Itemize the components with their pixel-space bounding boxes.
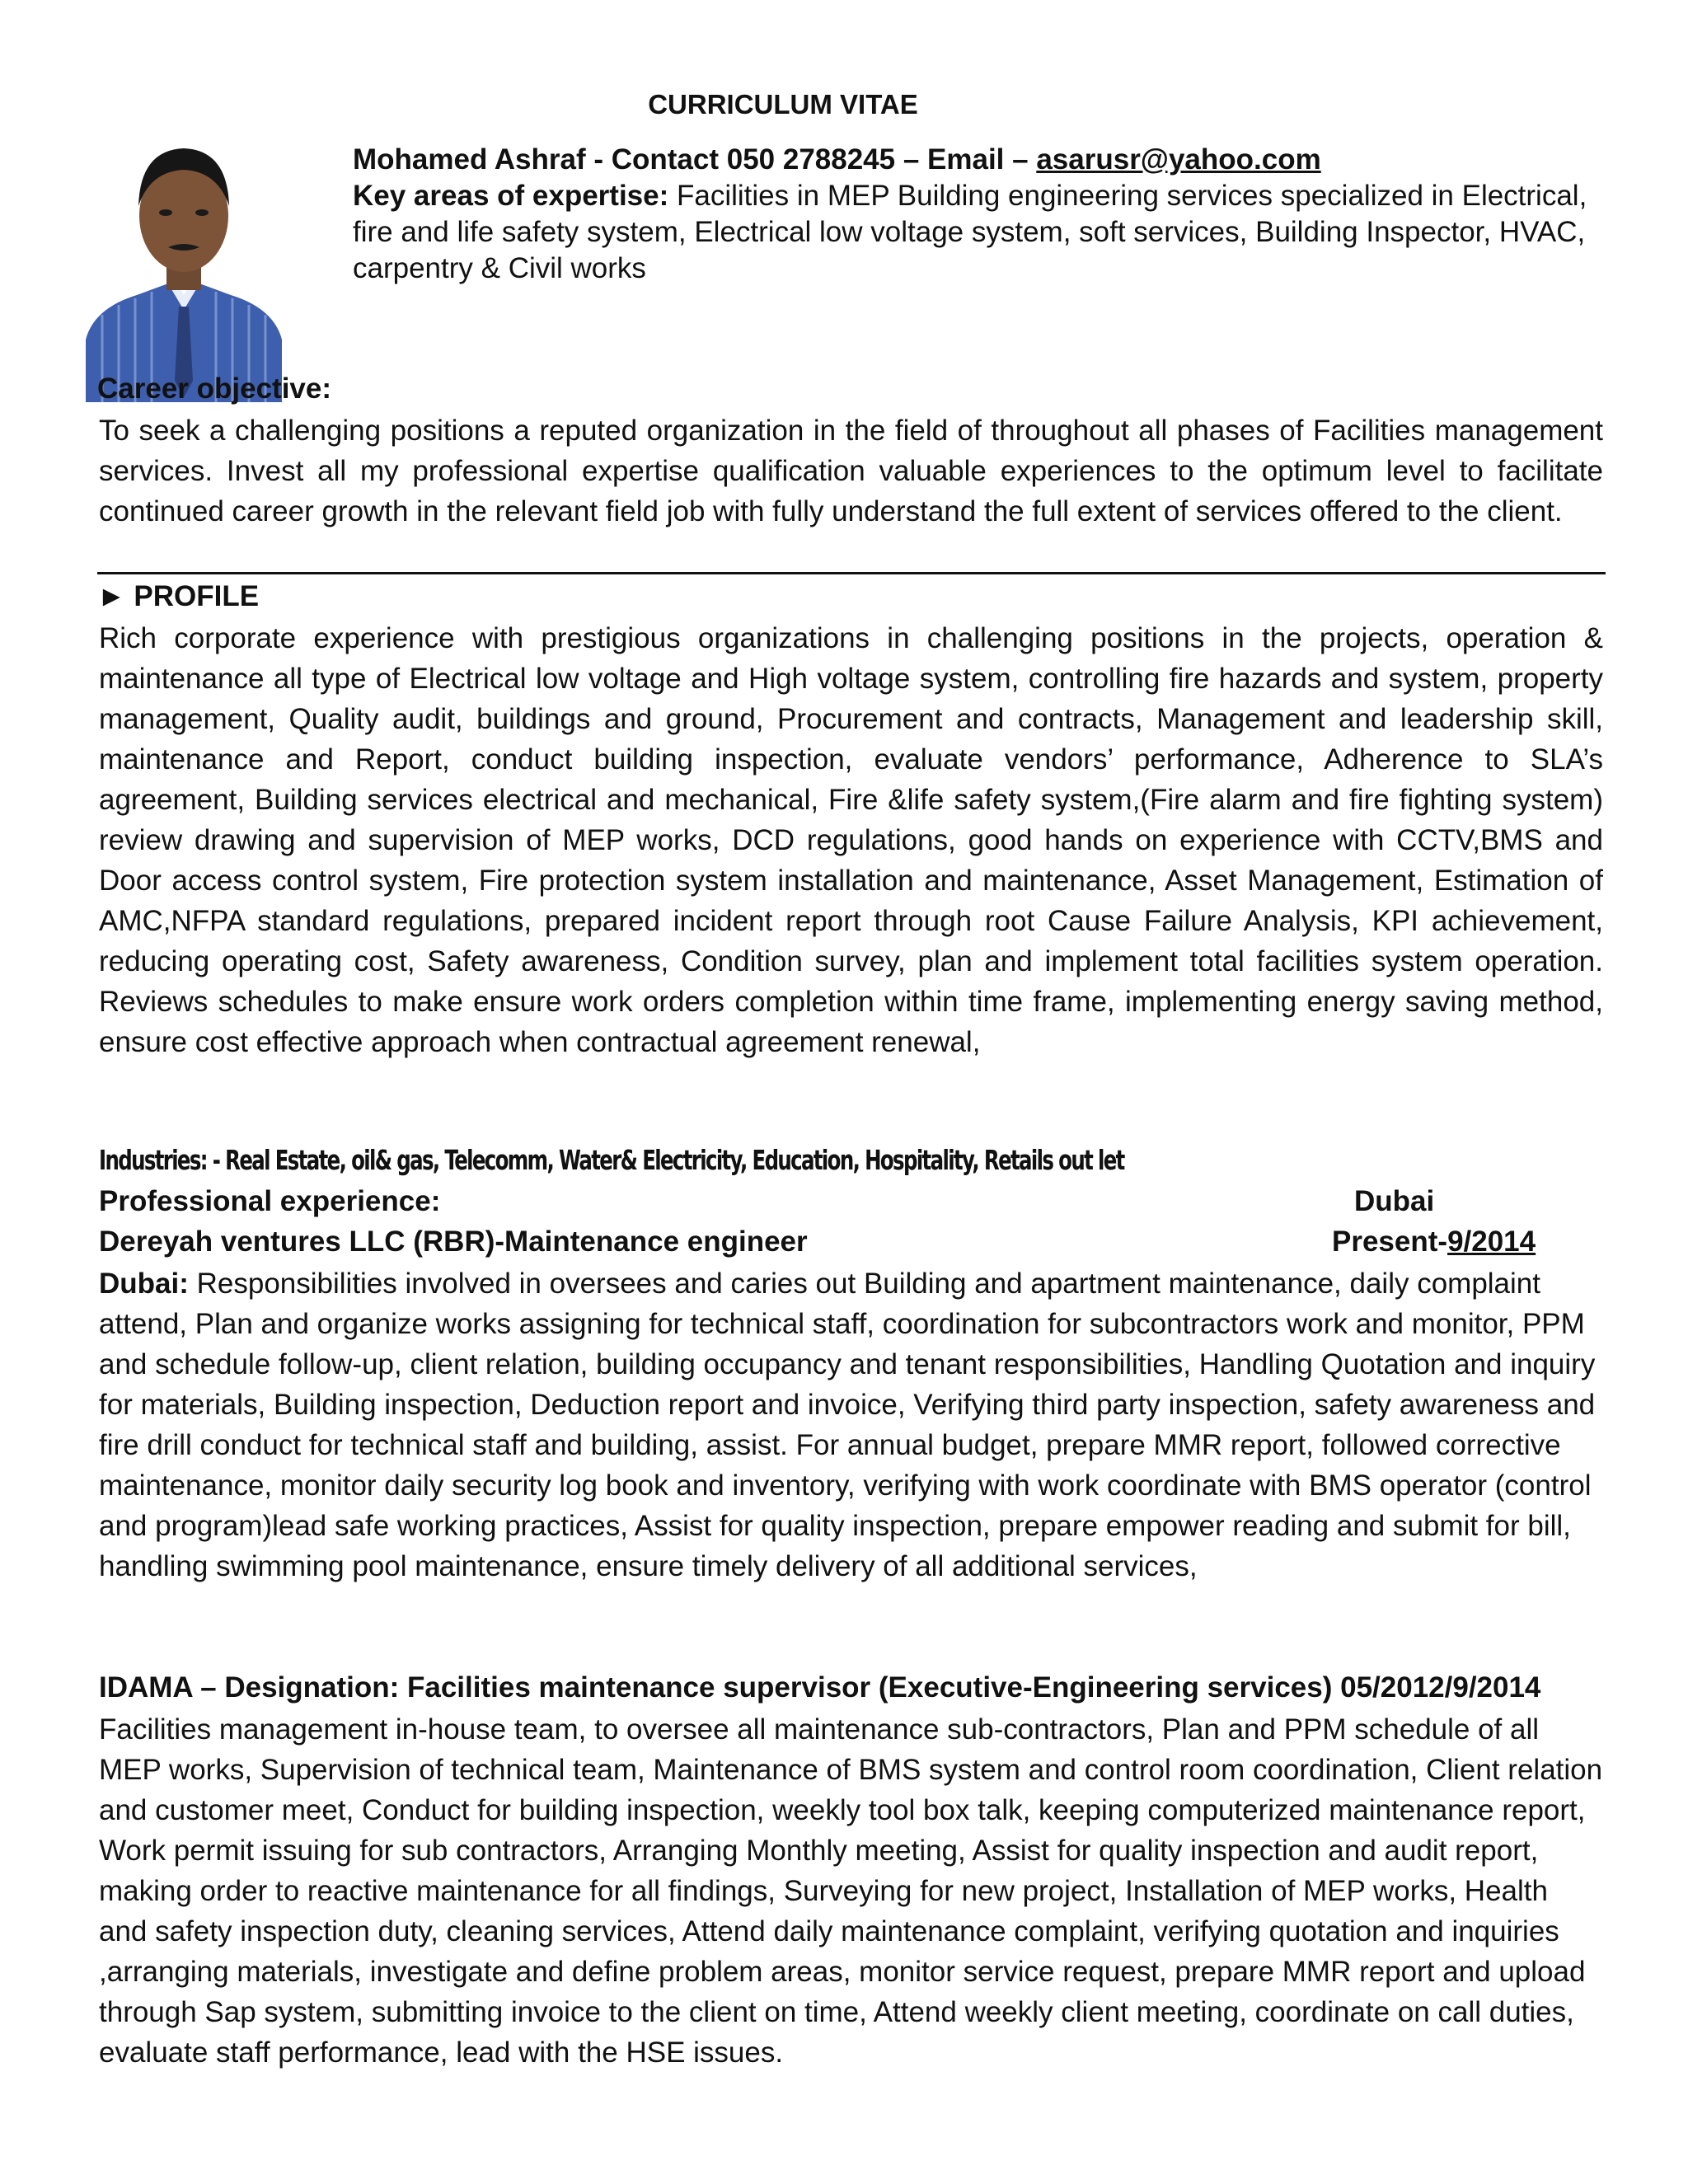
job1-description — [99, 1263, 1603, 1586]
job1-text: Responsibilities involved in oversees and caries out Building and apartment maintenance, daily complaint attend, Plan and organize works assigning for technical staff, coordination for subcontractors work and monitor, PPM and schedule follow-up, client relation, building occupancy and tenant responsibilities, Handling Quotation and inquiry for materials, Building inspection, Deduction report and invoice, Verifying third party inspection, safety awareness and fire drill conduct for technical staff and building, assist. For annual budget, prepare MMR report, followed corrective maintenance, monitor daily security log book and inventory, verifying with work coordinate with BMS operator (control and program)lead safe working practices, Assist for quality inspection, prepare empower reading and submit for bill, handling swimming pool maintenance, ensure timely delivery of all additional services, — [99, 1268, 1596, 1582]
job1-title: Dereyah ventures LLC (RBR)-Maintenance engineer — [99, 1226, 808, 1258]
name-contact-line — [353, 142, 1606, 178]
job1-date-end: 9/2014 — [1447, 1226, 1536, 1258]
section-divider — [97, 572, 1606, 574]
job2-description: Facilities management in-house team, to oversee all maintenance sub-contractors, Plan and PPM schedule of all MEP works, Supervision of technical team, Maintenance of BMS system and control room coordination, Client relation and customer meet, Conduct for building inspection, weekly tool box talk, keeping computerized maintenance report, Work permit issuing for sub contractors, Arranging Monthly meeting, Assist for quality inspection and audit report, making order to reactive maintenance for all findings, Surveying for new project, Installation of MEP works, Health and safety inspection duty, cleaning services, Attend daily maintenance complaint, verifying quotation and inquiries ,arranging materials, investigate and define problem areas, monitor service request, prepare MMR report and upload through Sap system, submitting invoice to the client on time, Attend weekly client meeting, coordinate on call duties, evaluate staff performance, lead with the HSE issues. — [99, 1713, 1603, 2069]
professional-experience-heading: Professional experience: — [99, 1185, 441, 1217]
profile-photo — [86, 134, 282, 402]
job1-lead: Dubai: — [99, 1268, 189, 1300]
career-objective-heading: Career objective: — [97, 373, 332, 405]
job1-date — [1332, 1224, 1536, 1260]
career-objective-text: To seek a challenging positions a reputed organization in the field of throughout all phases of Facilities management services. Invest all my professional expertise qualification valuable experiences to the optimum level to facilitate continued career growth in the relevant field job with fully understand the full extent of services offered to the client. — [99, 415, 1603, 527]
portrait-image — [86, 134, 282, 402]
name-contact-text: Mohamed Ashraf - Contact 050 2788245 – Email – — [353, 143, 1037, 176]
job1-date-prefix: Present- — [1332, 1226, 1448, 1258]
industries-line: Industries: - Real Estate, oil& gas, Telecomm, Water& Electricity, Education, Hospitality, Retails out let — [99, 1144, 1124, 1176]
expertise-text: Facilities in MEP Building engineering services specialized in Electrical, fire and life safety system, Electrical low voltage system, soft services, Building Inspector, HVAC, carpentry & Civil works — [353, 180, 1587, 284]
expertise-block — [353, 178, 1606, 287]
profile-heading: ► PROFILE — [97, 580, 260, 612]
cv-title: CURRICULUM VITAE — [648, 89, 918, 120]
job2-heading: IDAMA – Designation: Facilities maintenance supervisor (Executive-Engineering services) 05/2012/9/2014 — [99, 1671, 1541, 1704]
experience-location: Dubai — [1354, 1185, 1435, 1217]
email-link[interactable]: asarusr@yahoo.com — [1036, 143, 1321, 176]
profile-text: Rich corporate experience with prestigious organizations in challenging positions in the projects, operation & maintenance all type of Electrical low voltage and High voltage system, controlling fire hazards and system, property management, Quality audit, buildings and ground, Procurement and contracts, Management and leadership skill, maintenance and Report, conduct building inspection, evaluate vendors’ performance, Adherence to SLA’s agreement, Building services electrical and mechanical, Fire &life safety system,(Fire alarm and fire fighting system) review drawing and supervision of MEP works, DCD regulations, good hands on experience with CCTV,BMS and Door access control system, Fire protection system installation and maintenance, Asset Management, Estimation of AMC,NFPA standard regulations, prepared incident report through root Cause Failure Analysis, KPI achievement, reducing operating cost, Safety awareness, Condition survey, plan and implement total facilities system operation. Reviews schedules to make ensure work orders completion within time frame, implementing energy saving method, ensure cost effective approach when contractual agreement renewal, — [99, 622, 1603, 1058]
expertise-label: Key areas of expertise: — [353, 180, 669, 212]
